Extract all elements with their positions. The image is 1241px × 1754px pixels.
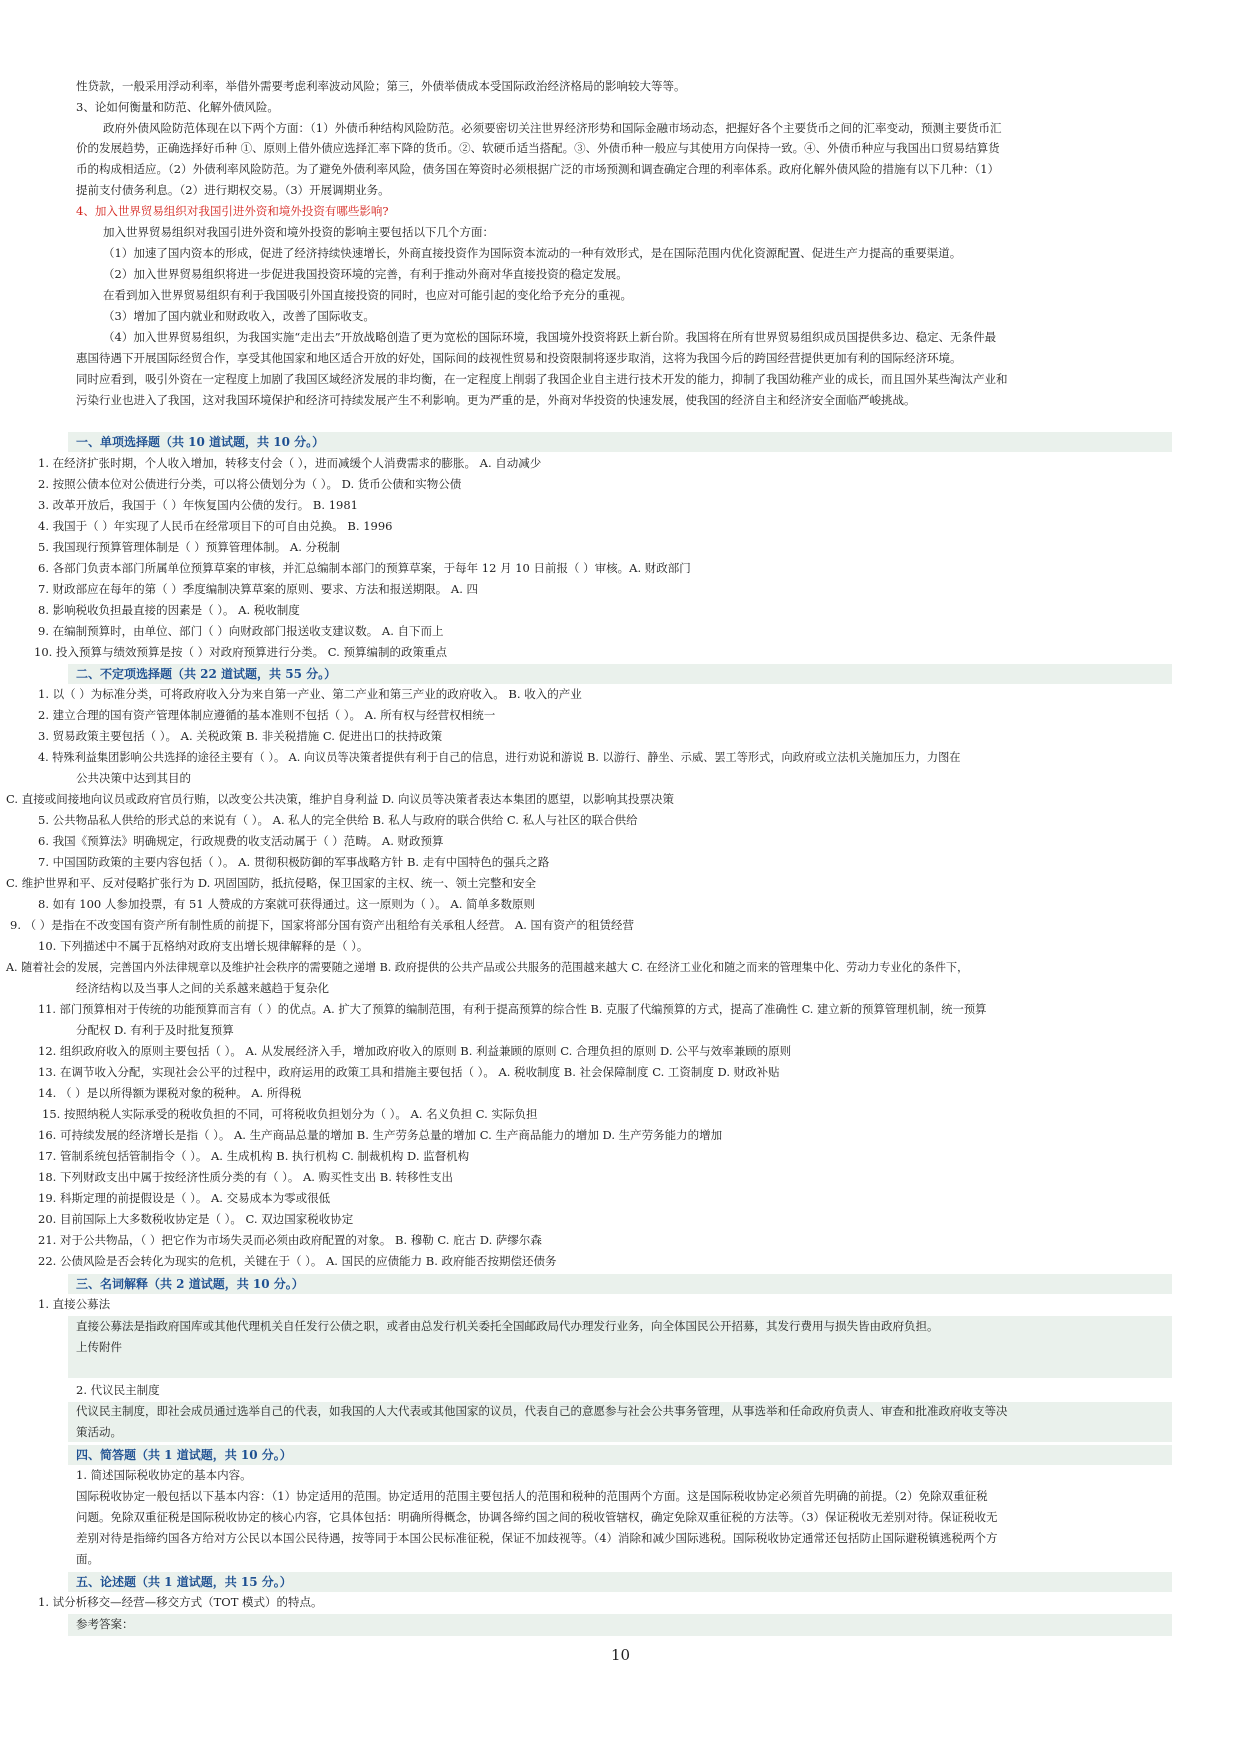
essay-question: 1. 试分析移交—经营—移交方式（TOT 模式）的特点。 bbox=[38, 1595, 323, 1609]
intro-line: 污染行业也进入了我国，这对我国环境保护和经济可持续发展产生不利影响。更为严重的是，外商对华投资的快速发展，使我国的经济自主和经济安全面临严峻挑战。 bbox=[76, 393, 916, 407]
intro-line: 同时应看到，吸引外资在一定程度上加剧了我国区域经济发展的非均衡，在一定程度上削弱了我国企业自主进行技术开发的能力，抑制了我国幼稚产业的成长，而且国外某些淘汰产业和 bbox=[76, 372, 1008, 386]
question-item: 6. 我国《预算法》明确规定，行政规费的收支活动属于（ ）范畴。 A. 财政预算 bbox=[38, 834, 444, 848]
question-item: 19. 科斯定理的前提假设是（ ）。 A. 交易成本为零或很低 bbox=[38, 1191, 331, 1205]
question-item: 3. 贸易政策主要包括（ ）。 A. 关税政策 B. 非关税措施 C. 促进出口的扶持政策 bbox=[38, 729, 443, 743]
question-item: 7. 财政部应在每年的第（ ）季度编制决算草案的原则、要求、方法和报送期限。 A. 四 bbox=[38, 582, 479, 596]
question-item: 21. 对于公共物品，（ ）把它作为市场失灵而必须由政府配置的对象。 B. 穆勒 C. 庇古 D. 萨缪尔森 bbox=[38, 1233, 542, 1247]
question-item: 12. 组织政府收入的原则主要包括（ ）。 A. 从发展经济入手，增加政府收入的原则 B. 利益兼顾的原则 C. 合理负担的原则 D. 公平与效率兼顾的原则 bbox=[38, 1044, 792, 1058]
intro-line: （1）加速了国内资本的形成，促进了经济持续快速增长，外商直接投资作为国际资本流动的一种有效形式，是在国际范围内优化资源配置、促进生产力提高的重要渠道。 bbox=[103, 246, 962, 260]
question-item: 9. 在编制预算时，由单位、部门（ ）向财政部门报送收支建议数。 A. 自下而上 bbox=[38, 624, 444, 638]
reference-answer-label: 参考答案： bbox=[76, 1617, 134, 1631]
short-answer-question: 1. 简述国际税收协定的基本内容。 bbox=[76, 1468, 252, 1482]
question-item: 5. 我国现行预算管理体制是（ ）预算管理体制。 A. 分税制 bbox=[38, 540, 341, 554]
question-item: 10. 下列描述中不属于瓦格纳对政府支出增长规律解释的是（ ）。 bbox=[38, 939, 369, 953]
question-item-continued: 公共决策中达到其目的 bbox=[76, 771, 191, 785]
question-item: 16. 可持续发展的经济增长是指（ ）。 A. 生产商品总量的增加 B. 生产劳务总量的增加 C. 生产商品能力的增加 D. 生产劳务能力的增加 bbox=[38, 1128, 723, 1142]
term-definition: 直接公募法是指政府国库或其他代理机关自任发行公债之职，或者由总发行机关委托全国邮政局代办理发行业务，向全体国民公开招募，其发行费用与损失皆由政府负担。 bbox=[76, 1319, 939, 1333]
question-item: 5. 公共物品私人供给的形式总的来说有（ ）。 A. 私人的完全供给 B. 私人与政府的联合供给 C. 私人与社区的联合供给 bbox=[38, 813, 638, 827]
intro-question: 3、论如何衡量和防范、化解外债风险。 bbox=[76, 100, 279, 114]
question-item: 2. 建立合理的国有资产管理体制应遵循的基本准则不包括（ ）。 A. 所有权与经营权相统一 bbox=[38, 708, 496, 722]
question-item: 9. （ ）是指在不改变国有资产所有制性质的前提下，国家将部分国有资产出租给有关承租人经营。 A. 国有资产的租赁经营 bbox=[10, 918, 635, 932]
term-definition: 策活动。 bbox=[76, 1425, 122, 1439]
intro-line: （4）加入世界贸易组织，为我国实施“走出去”开放战略创造了更为宽松的国际环境，我国境外投资将跃上新台阶。我国将在所有世界贸易组织成员国提供多边、稳定、无条件最 bbox=[103, 330, 997, 344]
section-heading-terms: 三、名词解释（共 2 道试题，共 10 分。） bbox=[76, 1277, 304, 1291]
term-title: 2. 代议民主制度 bbox=[76, 1383, 160, 1397]
question-item: 2. 按照公债本位对公债进行分类，可以将公债划分为（ ）。 D. 货币公债和实物公债 bbox=[38, 477, 462, 491]
intro-question-highlighted: 4、加入世界贸易组织对我国引进外资和境外投资有哪些影响? bbox=[76, 204, 389, 218]
question-item: 10. 投入预算与绩效预算是按（ ）对政府预算进行分类。 C. 预算编制的政策重点 bbox=[34, 645, 447, 659]
question-item: 22. 公债风险是否会转化为现实的危机，关键在于（ ）。 A. 国民的应债能力 B. 政府能否按期偿还债务 bbox=[38, 1254, 557, 1268]
question-item-continued: 经济结构以及当事人之间的关系越来越趋于复杂化 bbox=[76, 981, 329, 995]
question-item: 4. 我国于（ ）年实现了人民币在经常项目下的可自由兑换。 B. 1996 bbox=[38, 519, 393, 533]
question-item: 8. 影响税收负担最直接的因素是（ ）。 A. 税收制度 bbox=[38, 603, 300, 617]
question-item-continued: 分配权 D. 有利于及时批复预算 bbox=[76, 1023, 234, 1037]
question-item: 1. 以（ ）为标准分类，可将政府收入分为来自第一产业、第二产业和第三产业的政府收入。 B. 收入的产业 bbox=[38, 687, 582, 701]
upload-attachment-label: 上传附件 bbox=[76, 1340, 122, 1354]
section-heading-essay: 五、论述题（共 1 道试题，共 15 分。） bbox=[76, 1575, 292, 1589]
question-item-option: A. 随着社会的发展，完善国内外法律规章以及维护社会秩序的需要随之递增 B. 政府提供的公共产品或公共服务的范围越来越大 C. 在经济工业化和随之而来的管理集中化、劳动力专业化的条件下， bbox=[6, 961, 969, 974]
intro-line: （3）增加了国内就业和财政收入，改善了国际收支。 bbox=[103, 309, 375, 323]
intro-line: 币的构成相适应。（2）外债利率风险防范。为了避免外债利率风险，债务国在筹资时必须根据广泛的市场预测和调查确定合理的利率体系。政府化解外债风险的措施有以下几种：（1） bbox=[76, 162, 1000, 176]
question-item: 13. 在调节收入分配，实现社会公平的过程中，政府运用的政策工具和措施主要包括（ ）。 A. 税收制度 B. 社会保障制度 C. 工资制度 D. 财政补贴 bbox=[38, 1065, 780, 1079]
question-item: 14. （ ）是以所得额为课税对象的税种。 A. 所得税 bbox=[38, 1086, 302, 1100]
intro-line: 惠国待遇下开展国际经贸合作，享受其他国家和地区适合开放的好处，国际间的歧视性贸易和投资限制将逐步取消，这将为我国今后的跨国经营提供更加有利的国际经济环境。 bbox=[76, 351, 962, 365]
question-item: 20. 目前国际上大多数税收协定是（ ）。 C. 双边国家税收协定 bbox=[38, 1212, 354, 1226]
answer-band bbox=[68, 1614, 1172, 1636]
intro-line: 在看到加入世界贸易组织有利于我国吸引外国直接投资的同时，也应对可能引起的变化给予充分的重视。 bbox=[103, 288, 632, 302]
section-heading-single-choice: 一、单项选择题（共 10 道试题，共 10 分。） bbox=[76, 435, 325, 449]
term-definition: 代议民主制度，即社会成员通过选举自己的代表，如我国的人大代表或其他国家的议员，代表自己的意愿参与社会公共事务管理，从事选举和任命政府负责人、审查和批准政府收支等决 bbox=[76, 1404, 1008, 1418]
intro-line: 性贷款，一般采用浮动利率，举借外需要考虑利率波动风险；第三，外债举债成本受国际政治经济格局的影响较大等等。 bbox=[76, 79, 686, 93]
page-number: 10 bbox=[610, 1646, 631, 1664]
section-heading-multi-choice: 二、不定项选择题（共 22 道试题，共 55 分。） bbox=[76, 667, 337, 681]
question-item: 11. 部门预算相对于传统的功能预算而言有（ ）的优点。A. 扩大了预算的编制范围，有利于提高预算的综合性 B. 克服了代编预算的方式，提高了准确性 C. 建立新的预算管理机制，统一预算 bbox=[38, 1003, 987, 1016]
question-item: 18. 下列财政支出中属于按经济性质分类的有（ ）。 A. 购买性支出 B. 转移性支出 bbox=[38, 1170, 454, 1184]
question-item: 15. 按照纳税人实际承受的税收负担的不同，可将税收负担划分为（ ）。 A. 名义负担 C. 实际负担 bbox=[42, 1107, 538, 1121]
question-item: 8. 如有 100 人参加投票，有 51 人赞成的方案就可获得通过。这一原则为（ ）。 A. 简单多数原则 bbox=[38, 897, 536, 911]
intro-line: 提前支付债务利息。（2）进行期权交易。（3）开展调期业务。 bbox=[76, 183, 390, 197]
question-item: 6. 各部门负责本部门所属单位预算草案的审核，并汇总编制本部门的预算草案，于每年 12 月 10 日前报（ ）审核。A. 财政部门 bbox=[38, 561, 691, 575]
intro-line: 价的发展趋势，正确选择好币种 ①、原则上借外债应选择汇率下降的货币。②、软硬币适当搭配。③、外债币种一般应与其使用方向保持一致。④、外债币种应与我国出口贸易结算货 bbox=[76, 141, 1000, 155]
short-answer-text: 国际税收协定一般包括以下基本内容：（1）协定适用的范围。协定适用的范围主要包括人的范围和税种的范围两个方面。这是国际税收协定必须首先明确的前提。（2）免除双重征税 bbox=[76, 1489, 988, 1503]
intro-line: 政府外债风险防范体现在以下两个方面：（1）外债币种结构风险防范。必须要密切关注世界经济形势和国际金融市场动态，把握好各个主要货币之间的汇率变动，预测主要货币汇 bbox=[103, 121, 1002, 135]
question-item: 3. 改革开放后，我国于（ ）年恢复国内公债的发行。 B. 1981 bbox=[38, 498, 358, 512]
question-item: 1. 在经济扩张时期，个人收入增加，转移支付会（ ），进而减缓个人消费需求的膨胀。 A. 自动减少 bbox=[38, 456, 542, 470]
question-item-option: C. 维护世界和平、反对侵略扩张行为 D. 巩固国防，抵抗侵略，保卫国家的主权、统一、领土完整和安全 bbox=[6, 876, 536, 890]
intro-line: 加入世界贸易组织对我国引进外资和境外投资的影响主要包括以下几个方面： bbox=[103, 225, 494, 239]
short-answer-text: 差别对待是指缔约国各方给对方公民以本国公民待遇，按等同于本国公民标准征税，保证不加歧视等。（4）消除和减少国际逃税。国际税收协定通常还包括防止国际避税镇逃税两个方 bbox=[76, 1531, 998, 1545]
question-item: 17. 管制系统包括管制指令（ ）。 A. 生成机构 B. 执行机构 C. 制裁机构 D. 监督机构 bbox=[38, 1149, 470, 1163]
term-title: 1. 直接公募法 bbox=[38, 1297, 111, 1311]
question-item: 7. 中国国防政策的主要内容包括（ ）。 A. 贯彻积极防御的军事战略方针 B. 走有中国特色的强兵之路 bbox=[38, 855, 550, 869]
question-item-option: C. 直接或间接地向议员或政府官员行贿，以改变公共决策，维护自身利益 D. 向议员等决策者表达本集团的愿望，以影响其投票决策 bbox=[6, 792, 674, 806]
short-answer-text: 面。 bbox=[76, 1552, 99, 1566]
short-answer-text: 问题。免除双重征税是国际税收协定的核心内容，它具体包括：明确所得概念，协调各缔约国之间的税收管辖权，确定免除双重征税的方法等。（3）保证税收无差别对待。保证税收无 bbox=[76, 1510, 998, 1524]
question-item: 4. 特殊利益集团影响公共选择的途径主要有（ ）。 A. 向议员等决策者提供有利于自己的信息，进行劝说和游说 B. 以游行、静坐、示威、罢工等形式，向政府或立法机关施加压力，力图在 bbox=[38, 751, 961, 764]
intro-line: （2）加入世界贸易组织将进一步促进我国投资环境的完善，有利于推动外商对华直接投资的稳定发展。 bbox=[103, 267, 628, 281]
section-heading-short-answer: 四、简答题（共 1 道试题，共 10 分。） bbox=[76, 1448, 292, 1462]
